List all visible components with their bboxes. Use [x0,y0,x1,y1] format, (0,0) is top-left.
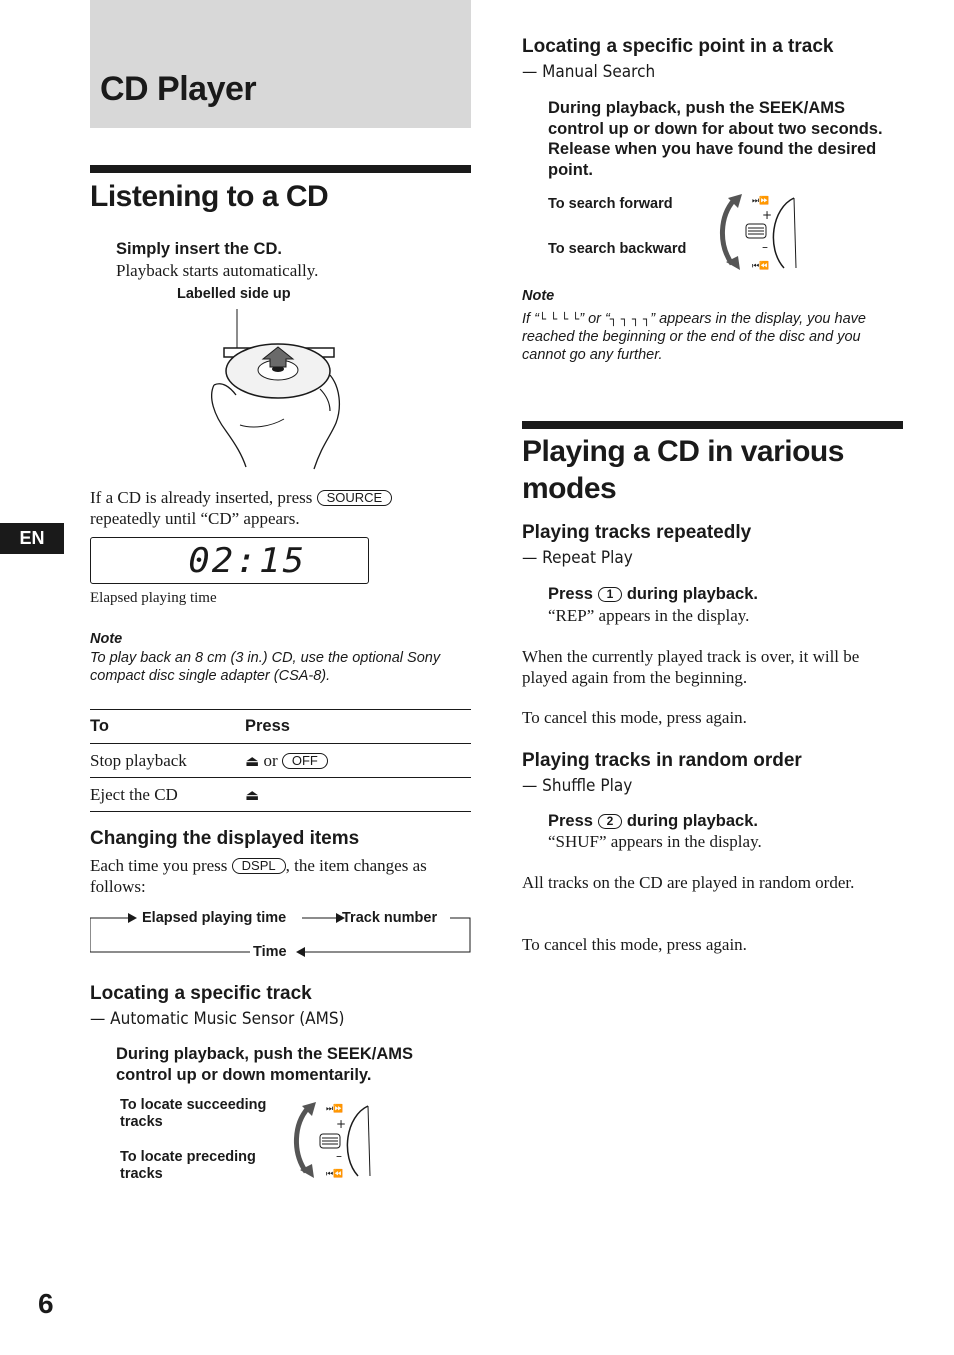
table-cell-to: Eject the CD [90,784,178,804]
eject-icon: ⏏ [245,751,260,770]
already-text-part1: If a CD is already inserted, press [90,488,313,507]
page-number: 6 [38,1288,54,1319]
shuffle-press-text: Press [548,812,593,830]
lcd-time: 02:15 [188,541,307,581]
section-title-listening: Listening to a CD [90,180,329,213]
illustration-label: Labelled side up [177,286,291,302]
repeat-press-after: during playback. [626,585,758,603]
lcd-display [90,537,369,584]
manual-label-up: To search forward [548,196,673,212]
repeat-press-text: Press [548,585,593,603]
table-cell-to: Stop playback [90,750,187,770]
manual-note-text [522,310,892,364]
svg-text:–: – [336,1149,342,1163]
chapter-title: CD Player [100,70,257,108]
svg-text:+: + [762,208,773,222]
table-cell-press [245,744,471,778]
seek-ams-control-icon [288,1100,374,1180]
section-subtitle-shuffle: — Shuffle Play [522,776,633,796]
svg-text:⏭⏩: ⏭⏩ [326,1104,344,1113]
svg-text:⏭⏩: ⏭⏩ [752,196,770,205]
ams-instruction: During playback, push the SEEK/AMS control up or down momentarily. [116,1045,414,1084]
cycle-item-track: Track number [342,910,438,926]
source-key: SOURCE [317,490,393,506]
note-glyph-start: └ └ └ └ [538,312,580,326]
cd-insert-illustration [200,305,350,470]
section-subtitle-manual: — Manual Search [522,62,656,82]
ams-label-down: To locate preceding tracks [120,1149,256,1182]
section-rule [522,421,903,429]
table-header-to: To [90,717,109,735]
changing-text-part1: Each time you press [90,856,228,875]
svg-text:⏮⏪: ⏮⏪ [752,261,770,270]
shuffle-press-after: during playback. [626,812,758,830]
section-title-manual: Locating a specific point in a track [522,36,834,57]
already-inserted-text [90,487,470,529]
note-text-part1: If “ [522,311,539,327]
section-title-ams: Locating a specific track [90,983,312,1004]
note-text-part2: ” or “ [579,311,610,327]
manual-label-down: To search backward [548,241,687,257]
listening-note-title: Note [90,631,123,647]
svg-text:⏮⏪: ⏮⏪ [326,1169,344,1178]
manual-instruction: During playback, push the SEEK/AMS control up or down for about two seconds. Release when you have found the desired point. [548,99,883,179]
listening-instruction-detail: Playback starts automatically. [116,261,319,280]
listening-note-text: To play back an 8 cm (3 in.) CD, use the optional Sony compact disc single adapter (CSA-8). [90,650,441,684]
shuffle-para1: All tracks on the CD are played in random order. [522,873,855,892]
section-subtitle-ams: — Automatic Music Sensor (AMS) [90,1009,345,1029]
eject-icon: ⏏ [245,785,260,804]
repeat-para2: To cancel this mode, press again. [522,708,747,727]
off-key: OFF [282,753,328,769]
changing-text-part2: , the item changes as follows: [90,856,427,896]
cycle-item-time: Time [253,944,287,960]
svg-text:–: – [762,240,768,254]
cycle-item-elapsed: Elapsed playing time [142,910,287,926]
key-2: 2 [598,814,623,829]
controls-table [90,709,471,812]
section-title-shuffle: Playing tracks in random order [522,750,802,771]
shuffle-para2: To cancel this mode, press again. [522,935,747,954]
seek-ams-control-icon [714,192,800,272]
note-glyph-end: ┐ ┐ ┐ ┐ [609,312,651,326]
chapter-banner [90,0,471,128]
section-title-repeat: Playing tracks repeatedly [522,522,752,543]
svg-text:+: + [336,1117,347,1131]
section-title-modes: Playing a CD in various modes [522,435,844,505]
section-rule [90,165,471,173]
note-text-part3: ” appears in the display, you have reached the beginning or the end of the disc and you cannot go any further. [522,311,866,363]
table-row [90,744,471,778]
shuffle-instruction [548,811,758,832]
listening-instruction: Simply insert the CD. [116,240,282,258]
language-tab: EN [0,523,64,554]
table-cell-press [245,778,471,812]
already-text-part2: repeatedly until “CD” appears. [90,509,300,528]
lcd-caption: Elapsed playing time [90,590,217,606]
table-row [90,778,471,812]
section-title-changing: Changing the displayed items [90,828,360,849]
repeat-detail: “REP” appears in the display. [548,606,750,625]
section-subtitle-repeat: — Repeat Play [522,548,633,568]
shuffle-detail: “SHUF” appears in the display. [548,832,762,851]
changing-text [90,855,470,897]
press-or-text: or [263,750,278,770]
dspl-key: DSPL [232,858,286,874]
table-header-press: Press [245,717,290,735]
key-1: 1 [598,587,623,602]
ams-label-up: To locate succeeding tracks [120,1097,267,1130]
manual-note-title: Note [522,288,555,304]
repeat-para1: When the currently played track is over, it will be played again from the beginning. [522,647,860,687]
repeat-instruction [548,584,758,605]
